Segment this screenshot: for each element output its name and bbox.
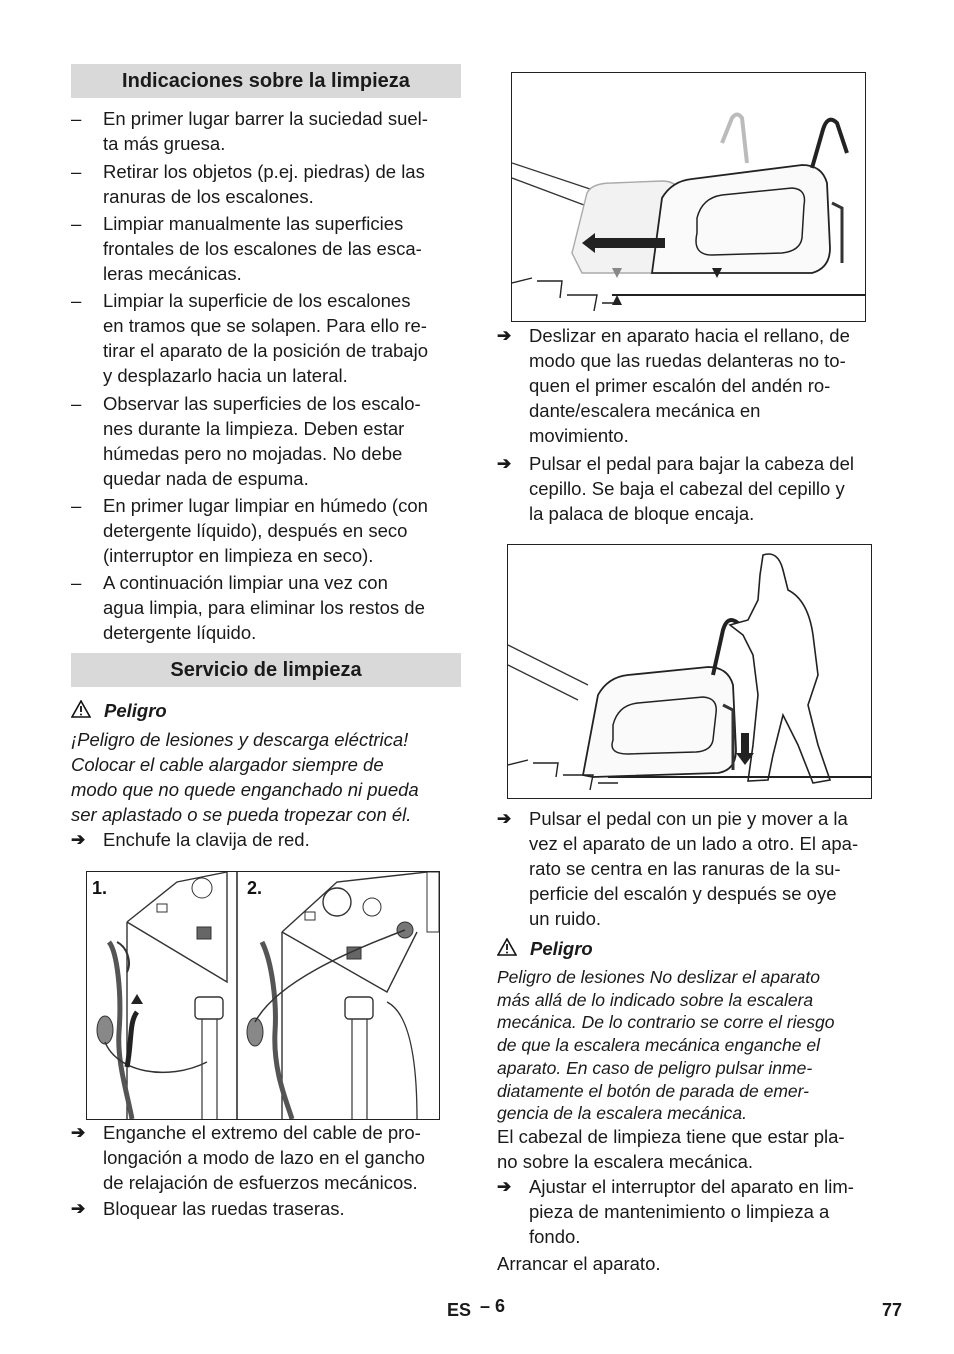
instruction-step bbox=[497, 451, 889, 526]
arrow-icon: ➔ bbox=[497, 454, 512, 473]
list-dash: – bbox=[71, 108, 82, 129]
list-dash: – bbox=[71, 572, 82, 593]
footer-page-number: 77 bbox=[882, 1300, 903, 1320]
danger-label: Peligro bbox=[104, 700, 167, 721]
arrow-icon: ➔ bbox=[71, 830, 86, 849]
arrow-icon: ➔ bbox=[71, 1123, 86, 1142]
step-text: Pulsar el pedal para bajar la cabeza del cepillo. Se baja el cabezal del cepillo y la palaca de bloque encaja. bbox=[529, 453, 854, 524]
footer-language: ES bbox=[447, 1300, 472, 1320]
step-text: Bloquear las ruedas traseras. bbox=[103, 1198, 345, 1219]
warning-triangle-icon bbox=[497, 938, 517, 956]
arrow-icon: ➔ bbox=[497, 326, 512, 345]
instruction-step bbox=[497, 1174, 889, 1249]
instruction-step bbox=[71, 827, 463, 852]
warning-triangle-icon bbox=[71, 700, 91, 718]
list-dash: – bbox=[71, 393, 82, 414]
danger-heading bbox=[71, 698, 271, 723]
instruction-step bbox=[71, 1120, 463, 1195]
device-slide-figure bbox=[511, 72, 866, 322]
section-heading-cleaning-service: Servicio de limpieza bbox=[71, 653, 461, 687]
device-slide-illustration bbox=[512, 73, 865, 321]
list-item-text: Limpiar la superficie de los escalones en tramos que se solapen. Para ello re- tirar el aparato de la posición de trabajo y desplazarlo hacia un lateral. bbox=[103, 290, 428, 386]
operator-pedal-illustration bbox=[508, 545, 871, 798]
step-text: Enganche el extremo del cable de pro- longación a modo de lazo en el gancho de relajación de esfuerzos mecánicos. bbox=[103, 1122, 425, 1193]
list-item-text: Observar las superficies de los escalo- nes durante la limpieza. Deben estar húmedas pero no mojadas. No debe quedar nada de espuma. bbox=[103, 393, 421, 489]
cable-hook-figure bbox=[86, 871, 440, 1120]
danger-heading bbox=[497, 936, 697, 961]
list-item-text: A continuación limpiar una vez con agua limpia, para eliminar los restos de detergente líquido. bbox=[103, 572, 425, 643]
list-item-text: En primer lugar barrer la suciedad suel- ta más gruesa. bbox=[103, 108, 428, 154]
start-text: Arrancar el aparato. bbox=[497, 1253, 661, 1274]
list-dash: – bbox=[71, 213, 82, 234]
arrow-icon: ➔ bbox=[497, 809, 512, 828]
operator-pedal-figure bbox=[507, 544, 872, 799]
note-text: El cabezal de limpieza tiene que estar pla- no sobre la escalera mecánica. bbox=[497, 1126, 845, 1172]
step-text: Pulsar el pedal con un pie y mover a la vez el aparato de un lado a otro. El apa- rato se centra en las ranuras de la su- perficie del escalón y después se oye un ruido. bbox=[529, 808, 859, 929]
instruction-step bbox=[497, 323, 889, 448]
figure-label-1: 1. bbox=[92, 878, 108, 898]
list-item-text: Limpiar manualmente las superficies frontales de los escalones de las esca- leras mecánicas. bbox=[103, 213, 422, 284]
step-text: Enchufe la clavija de red. bbox=[103, 829, 310, 850]
figure-label-2: 2. bbox=[247, 878, 263, 898]
list-dash: – bbox=[71, 495, 82, 516]
arrow-icon: ➔ bbox=[71, 1199, 86, 1218]
danger-text: Peligro de lesiones No deslizar el aparato más allá de lo indicado sobre la escalera mecánica. De lo contrario se corre el riesgo de que la escalera mecánica enganche el aparato. En caso de peligro pulsar inme- diatamente el botón de parada de emer- gencia de la escalera mecánica. bbox=[497, 967, 835, 1124]
arrow-icon: ➔ bbox=[497, 1177, 512, 1196]
list-dash: – bbox=[71, 290, 82, 311]
danger-label: Peligro bbox=[530, 938, 593, 959]
instruction-step bbox=[71, 1196, 463, 1221]
footer-section-page: – 6 bbox=[480, 1296, 506, 1316]
instruction-step bbox=[497, 806, 889, 931]
danger-text: ¡Peligro de lesiones y descarga eléctrica! Colocar el cable alargador siempre de modo que no quede enganchado ni pueda ser aplastado o se pueda tropezar con él. bbox=[71, 729, 419, 825]
section-heading-cleaning-tips: Indicaciones sobre la limpieza bbox=[71, 64, 461, 98]
step-text: Deslizar en aparato hacia el rellano, de modo que las ruedas delanteras no to- quen el primer escalón del andén ro- dante/escalera mecánica en movimiento. bbox=[529, 325, 850, 446]
cable-hook-illustration bbox=[87, 872, 439, 1119]
list-item-text: Retirar los objetos (p.ej. piedras) de las ranuras de los escalones. bbox=[103, 161, 425, 207]
step-text: Ajustar el interruptor del aparato en lim- pieza de mantenimiento o limpieza a fondo. bbox=[529, 1176, 854, 1247]
list-item-text: En primer lugar limpiar en húmedo (con detergente líquido), después en seco (interruptor en limpieza en seco). bbox=[103, 495, 428, 566]
list-dash: – bbox=[71, 161, 82, 182]
